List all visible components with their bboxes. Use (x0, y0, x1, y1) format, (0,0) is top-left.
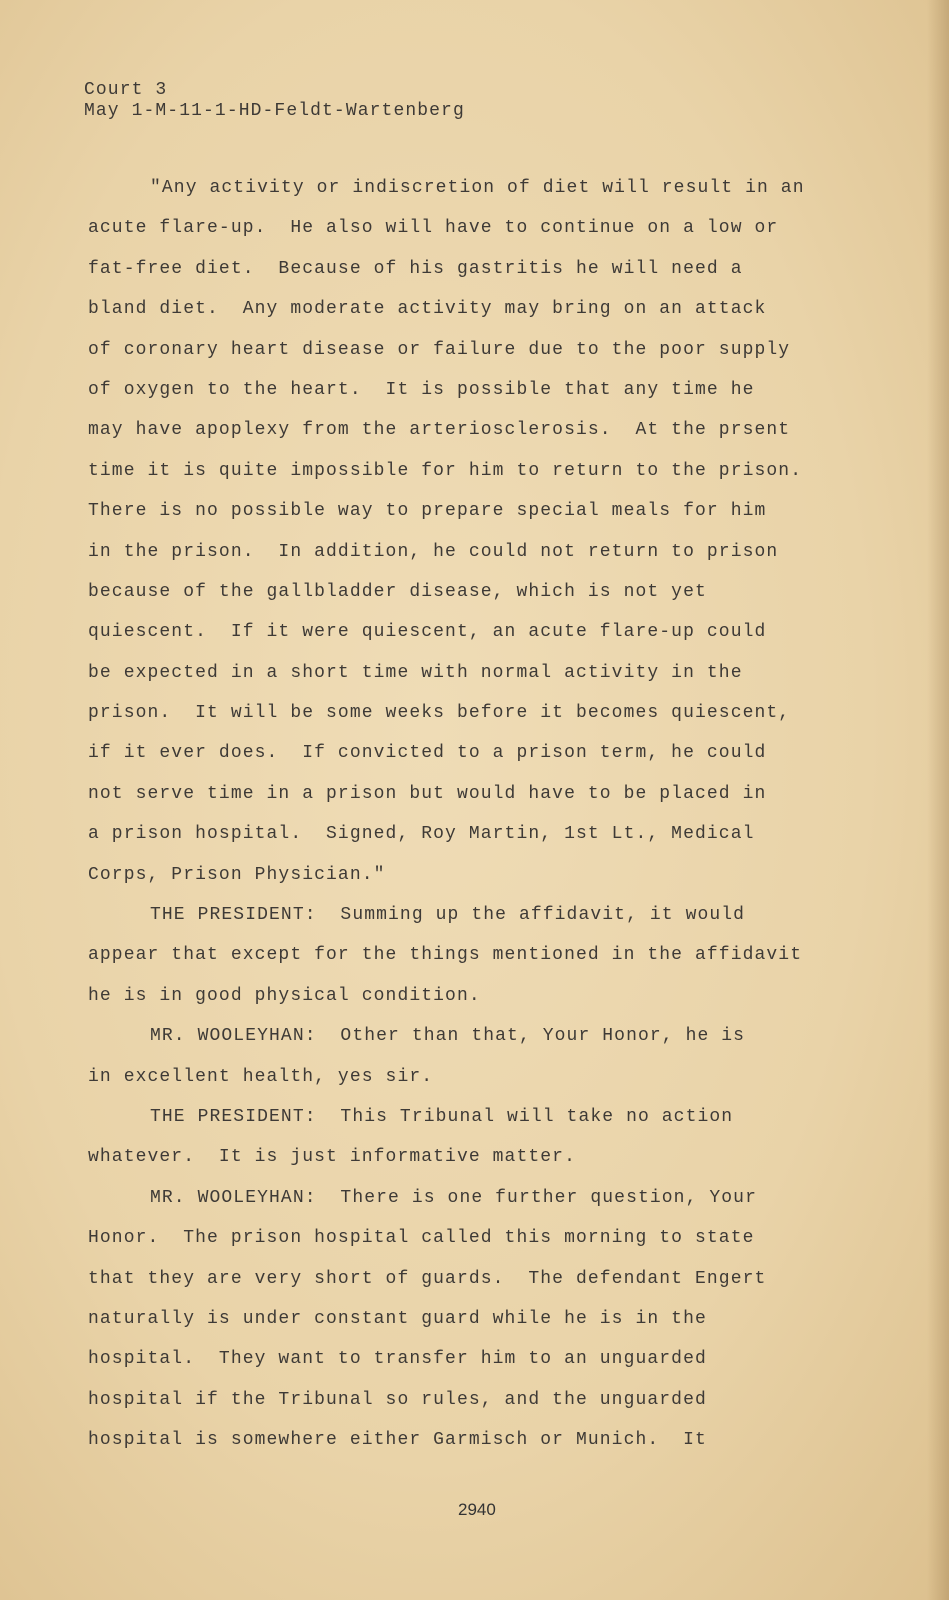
transcript-line: a prison hospital. Signed, Roy Martin, 1st Lt., Medical (88, 824, 755, 845)
transcript-line: bland diet. Any moderate activity may bring on an attack (88, 299, 767, 320)
transcript-line: may have apoplexy from the arteriosclerosis. At the prsent (88, 420, 791, 441)
transcript-line: he is in good physical condition. (88, 985, 481, 1006)
transcript-line: There is no possible way to prepare special meals for him (88, 501, 767, 522)
transcript-line: "Any activity or indiscretion of diet will result in an (150, 178, 805, 198)
transcript-line: prison. It will be some weeks before it becomes quiescent, (88, 703, 791, 724)
transcript-line: hospital is somewhere either Garmisch or Munich. It (88, 1430, 707, 1451)
transcript-line: time it is quite impossible for him to return to the prison. (88, 460, 803, 481)
transcript-line: if it ever does. If convicted to a prison term, he could (88, 743, 767, 764)
transcript-line: not serve time in a prison but would have to be placed in (88, 783, 767, 804)
session-reference: May 1-M-11-1-HD-Feldt-Wartenberg (84, 101, 465, 121)
transcript-line: because of the gallbladder disease, which is not yet (88, 581, 707, 602)
transcript-line: in excellent health, yes sir. (88, 1066, 434, 1087)
transcript-line: hospital. They want to transfer him to an unguarded (88, 1349, 707, 1370)
transcript-line: quiescent. If it were quiescent, an acute flare-up could (88, 622, 767, 643)
transcript-line: be expected in a short time with normal activity in the (88, 662, 743, 683)
transcript-line: in the prison. In addition, he could not return to prison (88, 541, 779, 562)
transcript-line: THE PRESIDENT: Summing up the affidavit, it would (150, 905, 746, 926)
transcript-line: acute flare-up. He also will have to continue on a low or (88, 218, 779, 239)
transcript-line: hospital if the Tribunal so rules, and the unguarded (88, 1389, 707, 1410)
transcript-line: of oxygen to the heart. It is possible that any time he (88, 379, 755, 400)
court-label: Court 3 (84, 80, 168, 100)
transcript-line: MR. WOOLEYHAN: Other than that, Your Honor, he is (150, 1026, 746, 1047)
transcript-line: Corps, Prison Physician." (88, 864, 386, 885)
document-header (84, 80, 465, 122)
transcript-line: fat-free diet. Because of his gastritis he will need a (88, 258, 743, 279)
transcript-line: Honor. The prison hospital called this morning to state (88, 1228, 755, 1249)
page-edge-shadow (927, 0, 949, 1600)
transcript-line: whatever. It is just informative matter. (88, 1147, 576, 1168)
transcript-line: MR. WOOLEYHAN: There is one further question, Your (150, 1187, 757, 1208)
transcript-line: of coronary heart disease or failure due to the poor supply (88, 339, 791, 360)
transcript-line: naturally is under constant guard while he is in the (88, 1308, 707, 1329)
transcript-body (88, 174, 805, 1467)
transcript-line: THE PRESIDENT: This Tribunal will take no action (150, 1106, 734, 1127)
page-number: 2940 (458, 1500, 496, 1519)
transcript-line: that they are very short of guards. The defendant Engert (88, 1268, 767, 1289)
transcript-line: appear that except for the things mentioned in the affidavit (88, 945, 803, 966)
